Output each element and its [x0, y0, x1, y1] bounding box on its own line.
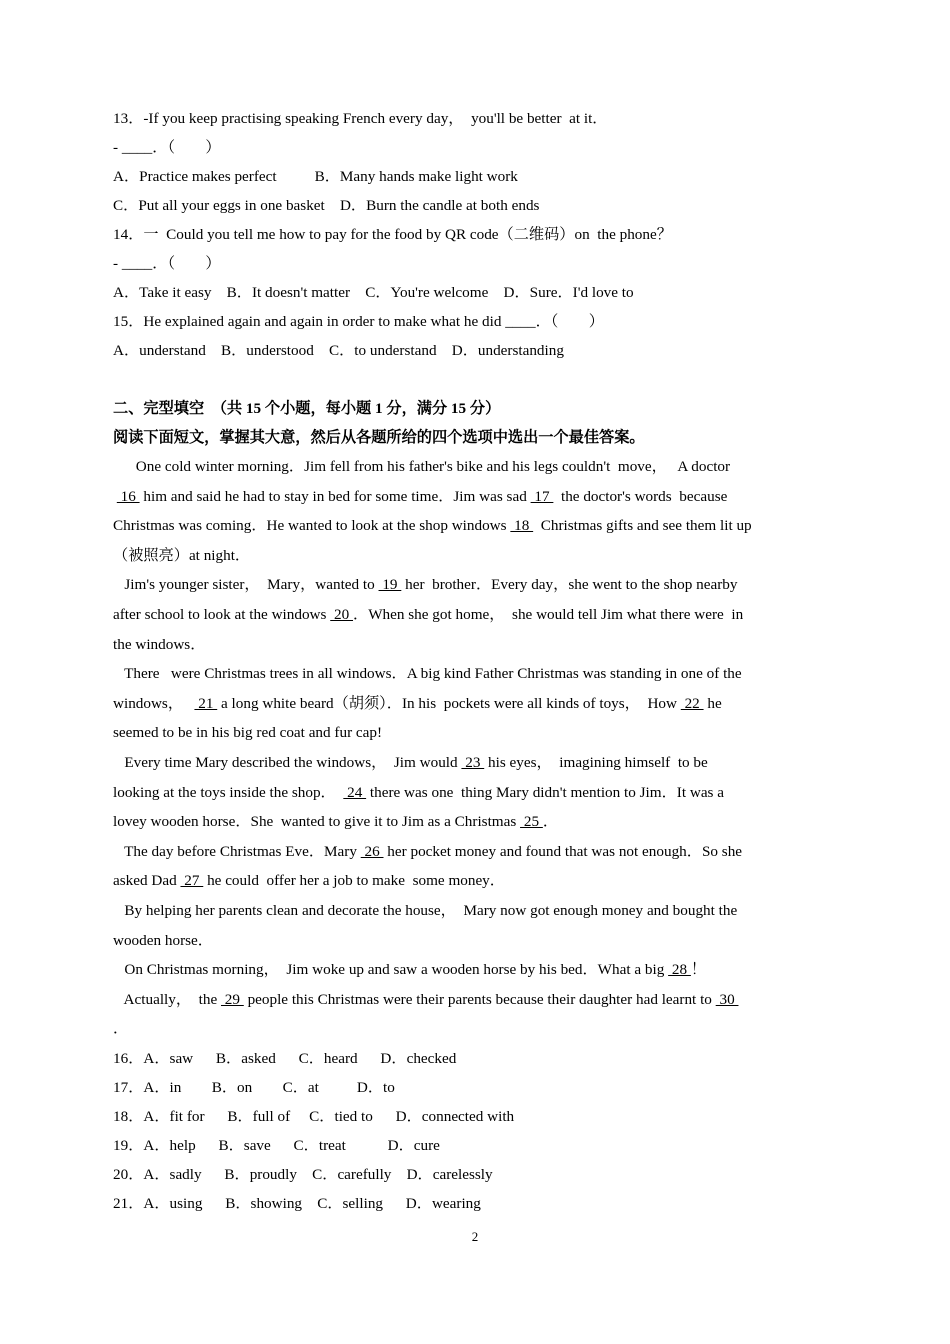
- passage-text: looking at the toys inside the shop．: [113, 783, 344, 801]
- passage-text: ．When she got home， she would tell Jim what there were in: [353, 605, 744, 623]
- passage-text: On Christmas morning， Jim woke up and saw a wooden horse by his bed．What a big: [113, 961, 669, 979]
- page-number: 2: [471, 1229, 479, 1244]
- answer-blank: 20: [330, 605, 354, 623]
- question-14-blank: - ____．（ ）: [113, 255, 221, 272]
- answer-blank: 23: [461, 753, 485, 771]
- passage-text: ．: [113, 1020, 129, 1038]
- passage-line: [113, 600, 838, 630]
- answer-blank: 24: [343, 783, 367, 801]
- mc-questions: [113, 104, 838, 365]
- passage-line: [113, 659, 838, 689]
- passage-text: seemed to be in his big red coat and fur cap!: [113, 724, 383, 742]
- question-15-options: A．understand B．understood C．to understand D．understanding: [113, 342, 564, 359]
- option-line-19: 19．A．help B．save C．treat D．cure: [113, 1136, 440, 1154]
- passage-line: [113, 807, 838, 837]
- passage-line: [113, 482, 838, 512]
- passage-text: Every time Mary described the windows， Jim would: [113, 753, 462, 771]
- passage-line: [113, 541, 838, 571]
- passage-text: Christmas gifts and see them lit up: [533, 517, 752, 535]
- passage-text: there was one thing Mary didn't mention to Jim．It was a: [366, 783, 725, 801]
- option-line-20: 20．A．sadly B．proudly C．carefully D．carelessly: [113, 1165, 493, 1183]
- passage-text: asked Dad: [113, 872, 181, 890]
- option-line-18: 18．A．fit for B．full of C．tied to D．connected with: [113, 1107, 515, 1125]
- option-line-21: 21．A．using B．showing C．selling D．wearing: [113, 1194, 481, 1212]
- exam-page: [113, 104, 838, 1218]
- passage-line: [113, 511, 838, 541]
- passage-text: people this Christmas were their parents because their daughter had learnt to: [243, 990, 716, 1008]
- section-spacer: [113, 365, 838, 394]
- passage-text: ．: [542, 813, 559, 831]
- question-13-options-ab: A．Practice makes perfect B．Many hands make light work: [113, 168, 518, 185]
- question-13-blank: - ____．（ ）: [113, 139, 221, 156]
- passage-text: wooden horse．: [113, 931, 213, 949]
- section-heading: 二、完型填空 （共 15 个小题，每小题 1 分，满分 15 分）: [113, 400, 501, 417]
- passage-line: [113, 630, 838, 660]
- answer-blank: 21: [194, 694, 218, 712]
- passage-text: ！: [690, 961, 707, 979]
- answer-blank: 30: [715, 990, 739, 1008]
- cloze-options: [113, 1044, 838, 1218]
- passage-text: her brother．Every day，she went to the shop nearby: [401, 576, 738, 594]
- option-line-16: 16．A．saw B．asked C．heard D．checked: [113, 1049, 457, 1067]
- passage-text: By helping her parents clean and decorate the house， Mary now got enough money and bought the: [113, 901, 738, 919]
- answer-blank: 18: [510, 517, 534, 535]
- passage-text: her pocket money and found that was not enough．So she: [383, 842, 743, 860]
- passage-line: [113, 985, 838, 1015]
- passage-text: him and said he had to stay in bed for some time．Jim was sad: [139, 487, 531, 505]
- passage-text: a long white beard（胡须）．In his pockets were all kinds of toys， How: [217, 694, 681, 712]
- passage-line: [113, 837, 838, 867]
- answer-blank: 25: [520, 813, 543, 831]
- question-13-options-cd: C．Put all your eggs in one basket D．Burn the candle at both ends: [113, 197, 540, 214]
- passage-text: The day before Christmas Eve．Mary: [113, 842, 361, 860]
- answer-blank: 28: [668, 961, 691, 979]
- passage-text: There were Christmas trees in all windows．A big kind Father Christmas was standing in one of the: [113, 665, 742, 683]
- passage-text: his eyes， imagining himself to be: [484, 753, 708, 771]
- passage-line: [113, 896, 838, 926]
- answer-blank: 29: [220, 990, 244, 1008]
- passage-line: [113, 689, 838, 719]
- passage-line: [113, 778, 838, 808]
- cloze-passage: [113, 452, 838, 1044]
- answer-blank: 16: [116, 487, 140, 505]
- passage-line: [113, 452, 838, 482]
- passage-line: [113, 718, 838, 748]
- passage-text: Jim's younger sister， Mary，wanted to: [113, 576, 379, 594]
- answer-blank: 22: [680, 694, 704, 712]
- passage-text: One cold winter morning．Jim fell from his father's bike and his legs couldn't move， A doctor: [113, 458, 731, 475]
- passage-line: [113, 570, 838, 600]
- question-14-options: A．Take it easy B．It doesn't matter C．You're welcome D．Sure．I'd love to: [113, 284, 634, 301]
- passage-text: he: [703, 694, 722, 712]
- passage-line: [113, 1014, 838, 1044]
- answer-blank: 26: [360, 842, 384, 860]
- passage-text: the doctor's words because: [553, 487, 728, 505]
- question-15: 15．He explained again and again in order to make what he did ____．（ ）: [113, 313, 604, 330]
- passage-line: [113, 955, 838, 985]
- answer-blank: 19: [378, 576, 402, 594]
- question-14: 14．一 Could you tell me how to pay for the food by QR code（二维码）on the phone？: [113, 226, 672, 243]
- passage-text: Actually， the: [113, 990, 221, 1008]
- passage-line: [113, 748, 838, 778]
- section-instruction: 阅读下面短文，掌握其大意，然后从各题所给的四个选项中选出一个最佳答案。: [113, 429, 645, 446]
- option-line-17: 17．A．in B．on C．at D．to: [113, 1078, 395, 1096]
- passage-line: [113, 926, 838, 956]
- passage-text: after school to look at the windows: [113, 605, 331, 623]
- passage-text: （被照亮）at night．: [113, 546, 251, 564]
- answer-blank: 17: [530, 487, 554, 505]
- question-13: 13．-If you keep practising speaking French every day， you'll be better at it．: [113, 110, 608, 127]
- passage-text: lovey wooden horse．She wanted to give it to Jim as a Christmas: [113, 813, 521, 831]
- passage-text: Christmas was coming．He wanted to look at the shop windows: [113, 517, 511, 535]
- passage-text: he could offer her a job to make some money．: [203, 872, 505, 890]
- passage-line: [113, 866, 838, 896]
- passage-text: windows，: [113, 694, 195, 712]
- passage-text: the windows．: [113, 635, 206, 653]
- answer-blank: 27: [180, 872, 204, 890]
